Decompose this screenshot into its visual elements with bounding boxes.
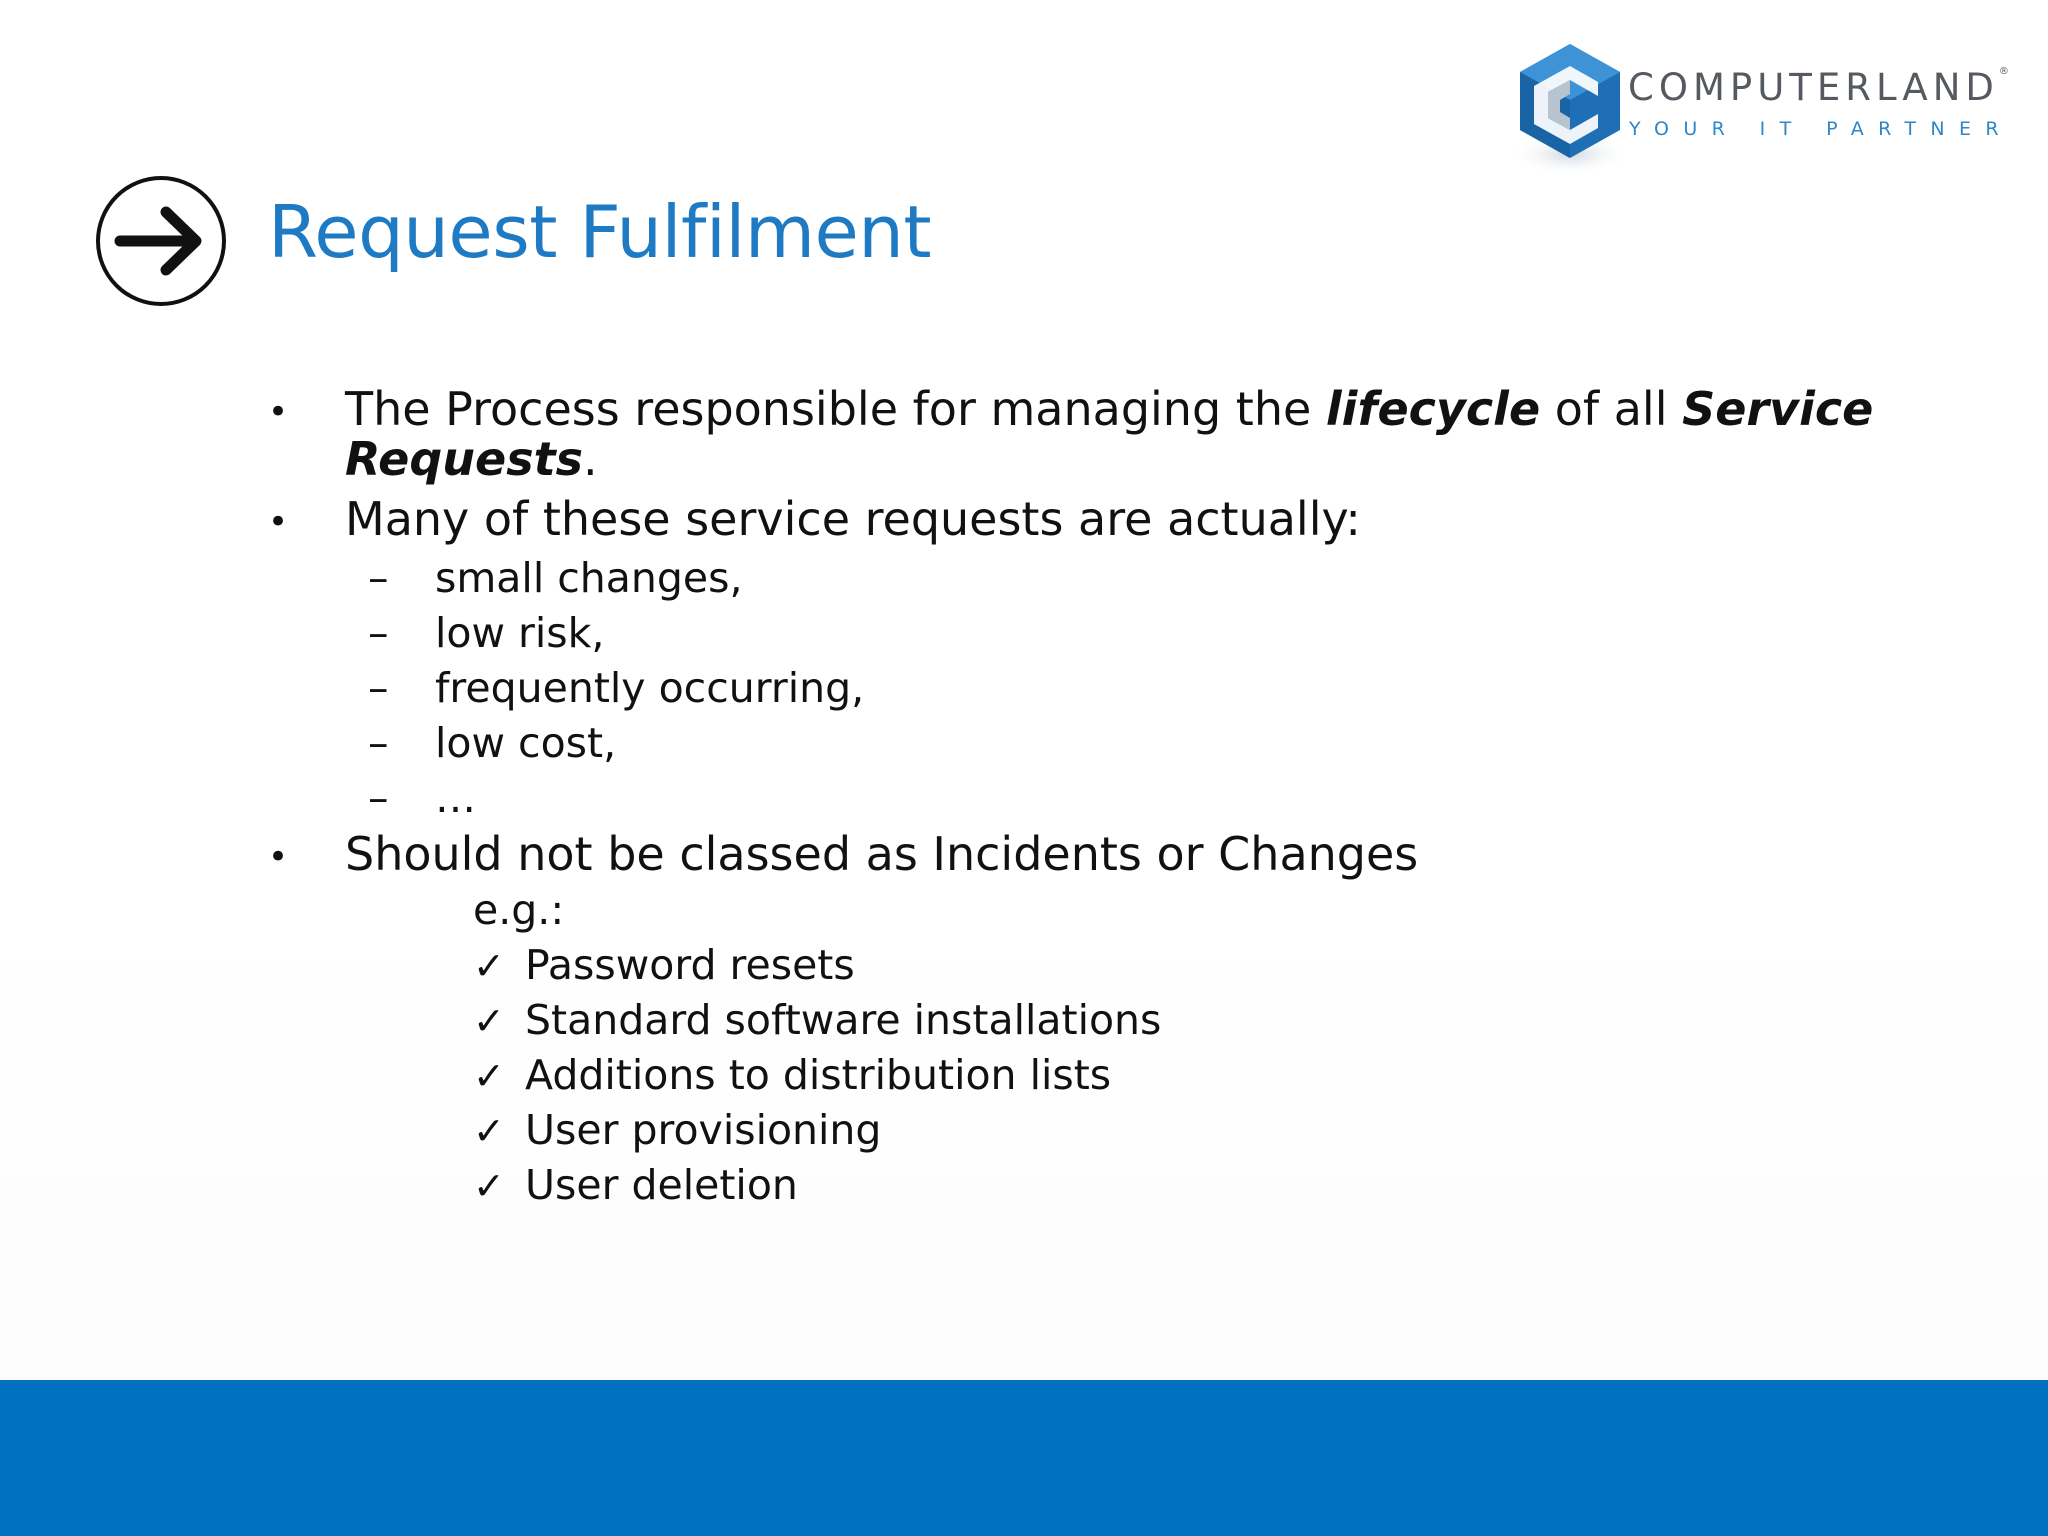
emphasis-lifecycle: lifecycle [1325,382,1541,436]
example-text: Standard software installations [525,996,1162,1044]
sub-item: small changes, [435,554,743,602]
example-item [473,1161,798,1209]
checkmark-icon: ✓ [473,944,505,988]
computerland-logo [1508,36,2014,176]
sub-item-marker: – [368,554,389,602]
sub-item-marker: – [368,719,389,767]
logo-wordmark: COMPUTERLAND® [1628,66,2009,109]
footer-band [0,1380,2048,1536]
checkmark-icon: ✓ [473,1109,505,1153]
sub-item-marker: – [368,609,389,657]
bullet-marker: • [268,502,289,542]
sub-item-marker: – [368,774,389,822]
checkmark-icon: ✓ [473,1164,505,1208]
example-text: User deletion [525,1161,798,1209]
checkmark-icon: ✓ [473,999,505,1043]
bullet-text: . [582,432,598,486]
bullet-marker: • [268,837,289,877]
sub-item: … [435,774,476,822]
bullet-not-incidents: Should not be classed as Incidents or Changes [345,827,1419,881]
sub-item-marker: – [368,664,389,712]
bullet-lifecycle-line2 [345,432,598,486]
example-item [473,941,855,989]
sub-item: low cost, [435,719,617,767]
checkmark-icon: ✓ [473,1054,505,1098]
arrow-right-circle-icon [90,170,232,312]
bullet-service-requests: Many of these service requests are actually: [345,492,1361,546]
example-item [473,1051,1111,1099]
sub-item: frequently occurring, [435,664,865,712]
examples-label: e.g.: [473,886,565,934]
example-item [473,1106,881,1154]
example-text: User provisioning [525,1106,882,1154]
logo-tagline: YOUR IT PARTNER [1629,118,2014,140]
bullet-marker: • [268,392,289,432]
bullet-lifecycle-line1 [345,382,1873,436]
bullet-text: of all [1540,382,1683,436]
emphasis-requests: Requests [345,432,583,486]
example-item [473,996,1161,1044]
computerland-cube-icon [1508,36,1638,176]
example-text: Password resets [525,941,855,989]
example-text: Additions to distribution lists [525,1051,1112,1099]
emphasis-service: Service [1682,382,1874,436]
page-title: Request Fulfilment [268,190,932,274]
sub-item: low risk, [435,609,605,657]
bullet-text: The Process responsible for managing the [345,382,1326,436]
